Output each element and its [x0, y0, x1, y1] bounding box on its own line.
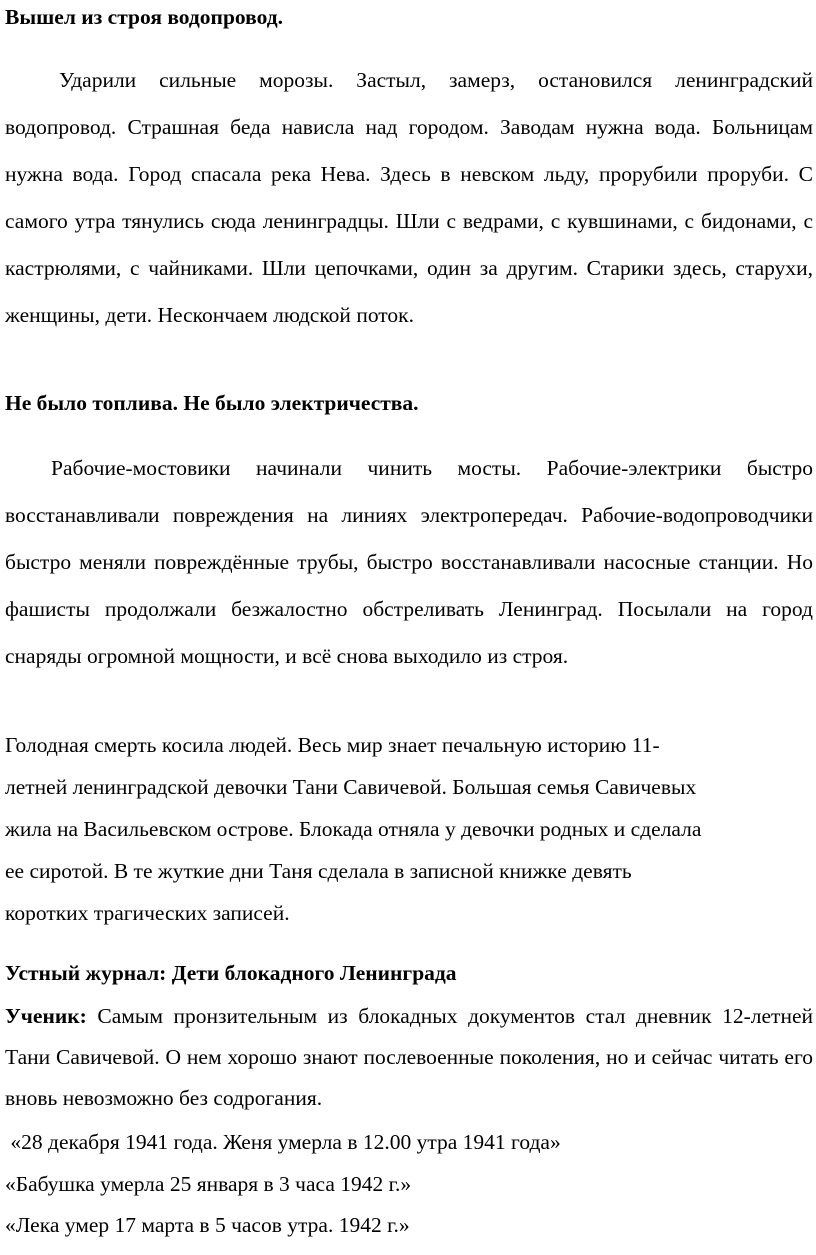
section-heading-water-supply: Вышел из строя водопровод. [5, 5, 283, 29]
section-heading-oral-journal: Устный журнал: Дети блокадного Ленинграда [5, 961, 457, 985]
text-line: жила на Васильевском острове. Блокада отняла у девочки родных и сделала [5, 817, 702, 841]
text-line: Голодная смерть косила людей. Весь мир знает печальную историю 11- [5, 733, 660, 757]
diary-quote: «Лека умер 17 марта в 5 часов утра. 1942 г.» [5, 1213, 410, 1237]
paragraph-tanya-savicheva [5, 724, 813, 934]
text-line: коротких трагических записей. [5, 901, 290, 925]
diary-quotes [5, 1122, 813, 1247]
speaker-label: Ученик: [5, 1004, 87, 1028]
diary-quote: «Бабушка умерла 25 января в 3 часа 1942 г.» [5, 1171, 412, 1196]
paragraph-student-speech [5, 996, 813, 1119]
section-heading-no-fuel: Не было топлива. Не было электричества. [5, 391, 419, 415]
diary-quote: «28 декабря 1941 года. Женя умерла в 12.00 утра 1941 года» [5, 1130, 561, 1154]
text-line: ее сиротой. В те жуткие дни Таня сделала в записной книжке девять [5, 859, 632, 883]
paragraph-repairs: Рабочие-мостовики начинали чинить мосты. Рабочие-электрики быстро восстанавливали повреждения на линиях электропередач. Рабочие-водопроводчики быстро меняли повреждённые трубы, быстро восстанавливали насосные станции. Но фашисты продолжали безжалостно обстреливать Ленинград. Посылали на город снаряды огромной мощности, и всё снова выходило из строя. [5, 456, 813, 668]
paragraph-water-supply: Ударили сильные морозы. Застыл, замерз, остановился ленинградский водопровод. Страшная беда нависла над городом. Заводам нужна вода. Больницам нужна вода. Город спасала река Нева. Здесь в невском льду, прорубили проруби. С самого утра тянулись сюда ленинградцы. Шли с ведрами, с кувшинами, с бидонами, с кастрюлями, с чайниками. Шли цепочками, один за другим. Старики здесь, старухи, женщины, дети. Нескончаем людской поток. [5, 68, 813, 327]
text-line: летней ленинградской девочки Тани Савичевой. Большая семья Савичевых [5, 775, 697, 799]
speech-text: Самым пронзительным из блокадных документов стал дневник 12-летней Тани Савичевой. О нем хорошо знают послевоенные поколения, но и сейчас читать его вновь невозможно без содрогания. [5, 1004, 813, 1110]
